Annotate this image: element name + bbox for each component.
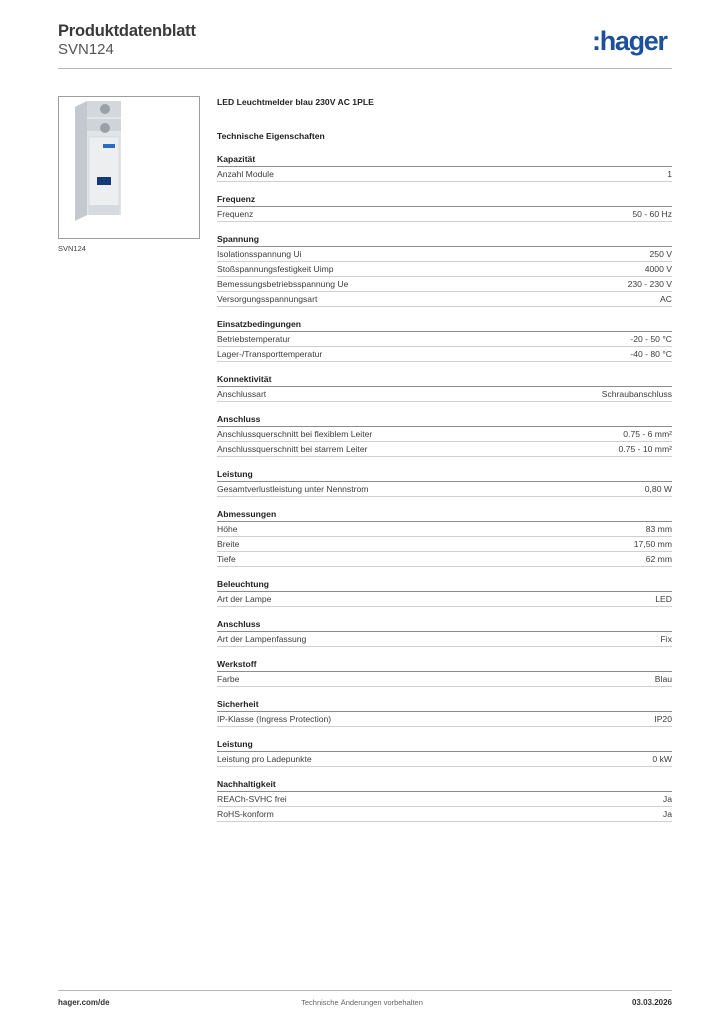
spec-row — [217, 207, 672, 222]
spec-group — [217, 413, 672, 457]
spec-group-title: Sicherheit — [217, 698, 672, 712]
spec-group — [217, 738, 672, 767]
spec-group-title: Kapazität — [217, 153, 672, 167]
spec-label: Leistung pro Ladepunkte — [217, 754, 312, 764]
spec-row — [217, 712, 672, 727]
spec-label: Frequenz — [217, 209, 254, 219]
spec-label: Anschlussquerschnitt bei starrem Leiter — [217, 444, 368, 454]
spec-row — [217, 442, 672, 457]
spec-label: Betriebstemperatur — [217, 334, 291, 344]
spec-row — [217, 292, 672, 307]
spec-value: -20 - 50 °C — [630, 334, 672, 344]
spec-row — [217, 537, 672, 552]
spec-group-title: Spannung — [217, 233, 672, 247]
spec-group — [217, 578, 672, 607]
spec-row — [217, 592, 672, 607]
spec-label: Anschlussart — [217, 389, 267, 399]
hager-logo: :hager — [592, 26, 667, 56]
product-image — [58, 96, 200, 239]
spec-group-title: Nachhaltigkeit — [217, 778, 672, 792]
spec-value: 0.75 - 10 mm² — [618, 444, 672, 454]
spec-groups — [217, 153, 672, 822]
spec-value: Blau — [654, 674, 672, 684]
spec-value: 62 mm — [645, 554, 672, 564]
spec-value: 83 mm — [645, 524, 672, 534]
spec-label: Höhe — [217, 524, 238, 534]
spec-label: Breite — [217, 539, 240, 549]
spec-group — [217, 373, 672, 402]
spec-label: Anschlussquerschnitt bei flexiblem Leiter — [217, 429, 373, 439]
image-caption: SVN124 — [58, 244, 86, 253]
spec-group-title: Leistung — [217, 468, 672, 482]
spec-group — [217, 153, 672, 182]
header-divider — [58, 68, 672, 69]
spec-group — [217, 778, 672, 822]
spec-value: LED — [655, 594, 672, 604]
spec-group-title: Werkstoff — [217, 658, 672, 672]
footer-divider — [58, 990, 672, 991]
spec-row — [217, 792, 672, 807]
spec-label: Versorgungsspannungsart — [217, 294, 318, 304]
spec-value: 4000 V — [644, 264, 672, 274]
spec-group — [217, 233, 672, 307]
spec-group-title: Frequenz — [217, 193, 672, 207]
spec-group — [217, 618, 672, 647]
spec-row — [217, 277, 672, 292]
spec-row — [217, 632, 672, 647]
document-header — [58, 22, 196, 59]
spec-label: IP-Klasse (Ingress Protection) — [217, 714, 332, 724]
led-indicator — [97, 177, 111, 185]
spec-label: Anzahl Module — [217, 169, 274, 179]
product-illustration — [59, 97, 199, 238]
spec-value: 17,50 mm — [633, 539, 672, 549]
spec-label: REACh-SVHC frei — [217, 794, 287, 804]
spec-group — [217, 508, 672, 567]
spec-row — [217, 522, 672, 537]
footer-website: hager.com/de — [58, 998, 110, 1007]
spec-label: Bemessungsbetriebsspannung Ue — [217, 279, 349, 289]
spec-row — [217, 482, 672, 497]
spec-value: 50 - 60 Hz — [632, 209, 672, 219]
spec-row — [217, 672, 672, 687]
spec-group — [217, 468, 672, 497]
spec-group-title: Leistung — [217, 738, 672, 752]
spec-row — [217, 167, 672, 182]
specs-heading: Technische Eigenschaften — [217, 131, 325, 141]
spec-label: Art der Lampe — [217, 594, 272, 604]
spec-value: 1 — [667, 169, 672, 179]
spec-value: Ja — [662, 794, 672, 804]
spec-value: IP20 — [654, 714, 672, 724]
document-title: Produktdatenblatt — [58, 22, 196, 40]
spec-label: Farbe — [217, 674, 240, 684]
spec-row — [217, 262, 672, 277]
spec-row — [217, 752, 672, 767]
spec-row — [217, 427, 672, 442]
spec-value: 230 - 230 V — [627, 279, 672, 289]
spec-label: Stoßspannungsfestigkeit Uimp — [217, 264, 334, 274]
spec-row — [217, 347, 672, 362]
spec-value: 0,80 W — [644, 484, 672, 494]
spec-row — [217, 807, 672, 822]
spec-group-title: Einsatzbedingungen — [217, 318, 672, 332]
spec-value: -40 - 80 °C — [630, 349, 672, 359]
spec-value: 0 kW — [652, 754, 672, 764]
spec-group — [217, 698, 672, 727]
spec-group — [217, 193, 672, 222]
spec-value: AC — [660, 294, 672, 304]
spec-row — [217, 332, 672, 347]
spec-label: Tiefe — [217, 554, 236, 564]
spec-group-title: Beleuchtung — [217, 578, 672, 592]
spec-label: Lager-/Transporttemperatur — [217, 349, 323, 359]
spec-group-title: Konnektivität — [217, 373, 672, 387]
spec-row — [217, 387, 672, 402]
spec-group-title: Anschluss — [217, 618, 672, 632]
spec-label: Isolationsspannung Ui — [217, 249, 302, 259]
footer-disclaimer: Technische Änderungen vorbehalten — [301, 998, 423, 1007]
spec-group-title: Abmessungen — [217, 508, 672, 522]
spec-label: Art der Lampenfassung — [217, 634, 307, 644]
spec-label: RoHS-konform — [217, 809, 274, 819]
spec-group-title: Anschluss — [217, 413, 672, 427]
spec-group — [217, 658, 672, 687]
spec-value: Schraubanschluss — [601, 389, 672, 399]
spec-row — [217, 552, 672, 567]
spec-row — [217, 247, 672, 262]
spec-label: Gesamtverlustleistung unter Nennstrom — [217, 484, 369, 494]
spec-group — [217, 318, 672, 362]
spec-value: Ja — [662, 809, 672, 819]
spec-value: Fix — [660, 634, 672, 644]
document-subtitle: SVN124 — [58, 41, 114, 58]
product-name: LED Leuchtmelder blau 230V AC 1PLE — [217, 97, 374, 107]
spec-value: 0.75 - 6 mm² — [623, 429, 672, 439]
spec-sheet — [217, 96, 672, 822]
footer-date: 03.03.2026 — [631, 998, 672, 1007]
spec-value: 250 V — [649, 249, 672, 259]
